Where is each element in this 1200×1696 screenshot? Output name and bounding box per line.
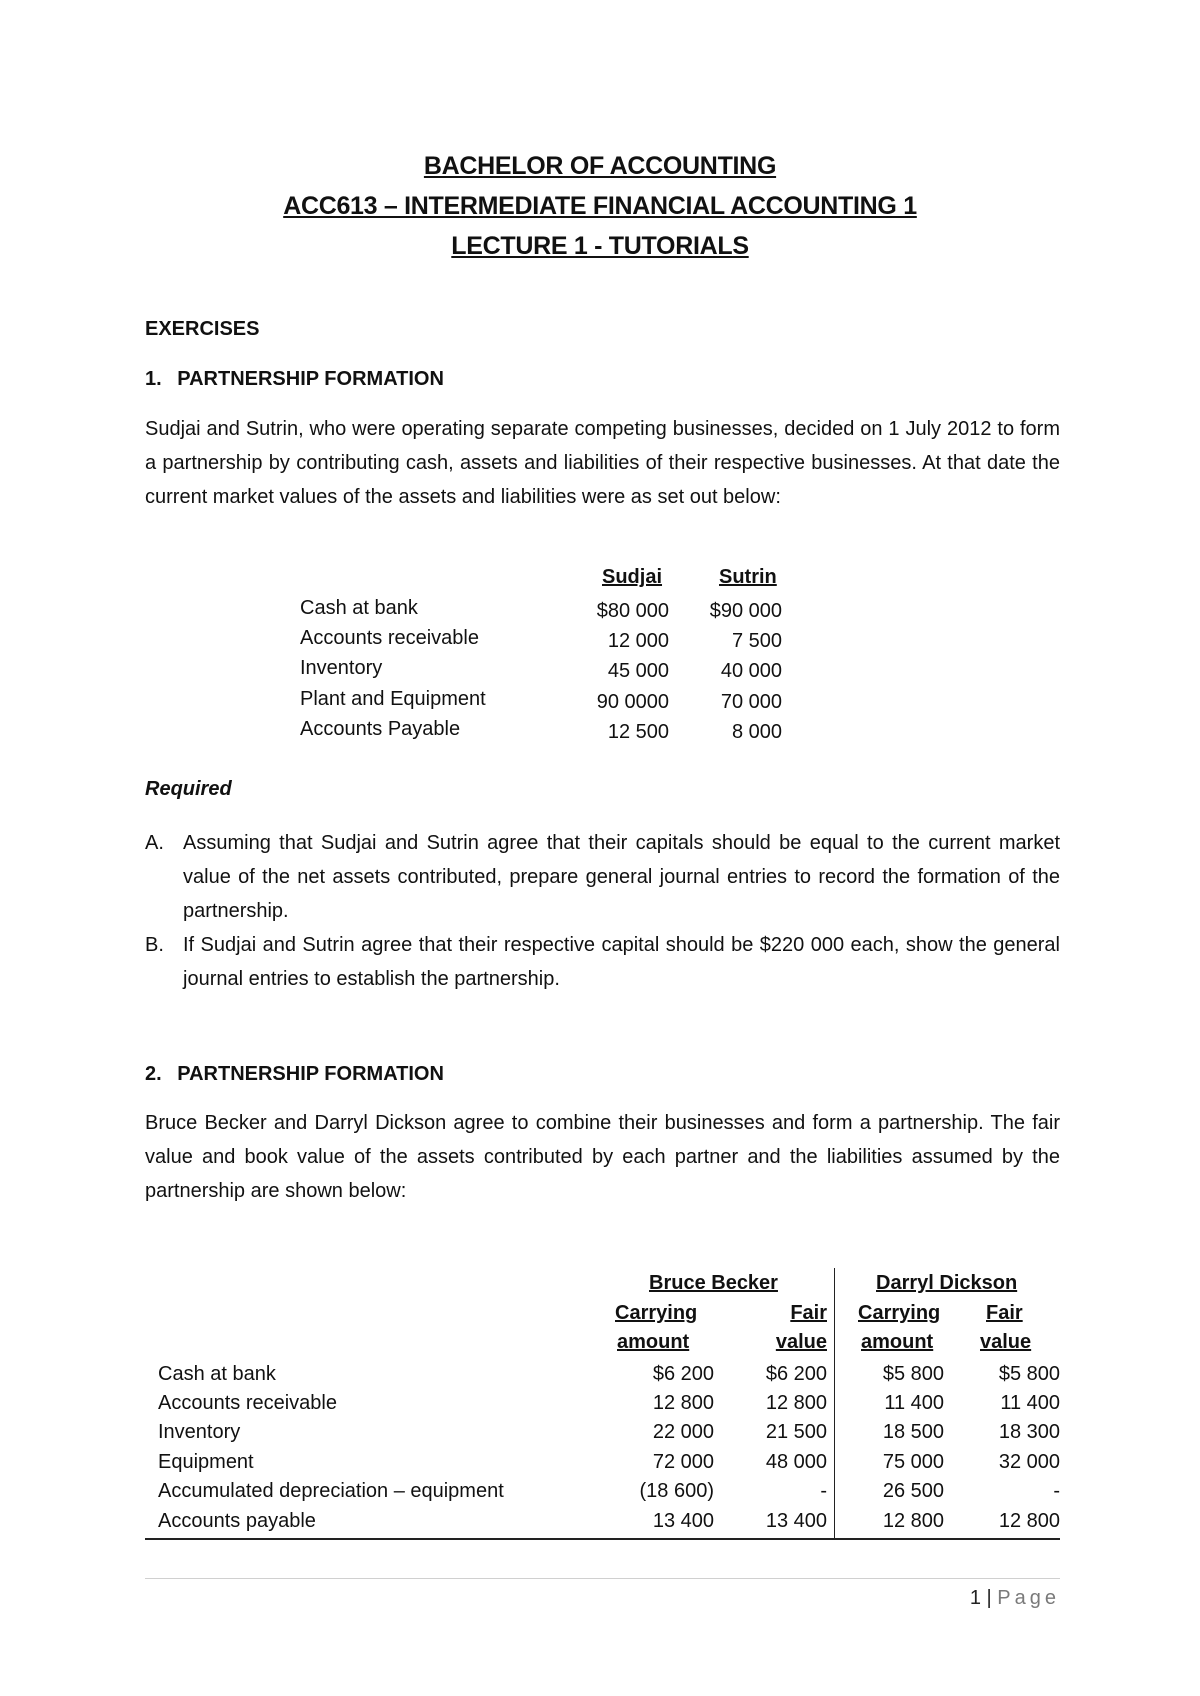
dickson-fair: 32 000: [998, 1451, 1060, 1473]
requirement-a: [145, 826, 1060, 928]
table-bottom-rule: [145, 1538, 1060, 1540]
q1-paragraph: Sudjai and Sutrin, who were operating separate competing businesses, decided on 1 July 2012 to form a partnership by contributing cash, assets and liabilities of their respective businesses. At that date the current market values of the assets and liabilities were as set out below:: [145, 418, 1060, 508]
dickson-carrying: 18 500: [882, 1421, 944, 1443]
becker-carrying: $6 200: [652, 1363, 714, 1385]
requirement-text: If Sudjai and Sutrin agree that their respective capital should be $220 000 each, show the general journal entries to establish the partnership.: [183, 934, 1060, 990]
q2-heading: [145, 1063, 444, 1086]
page-number: 1: [969, 1587, 981, 1609]
row-label: Accounts receivable: [158, 1392, 337, 1414]
becker-fair: -: [820, 1480, 827, 1502]
row-label: Cash at bank: [158, 1363, 276, 1385]
row-label: Inventory: [300, 657, 383, 679]
requirement-marker: B.: [145, 934, 164, 956]
partner-header-dickson: Darryl Dickson: [876, 1272, 1018, 1294]
q2-paragraph: Bruce Becker and Darryl Dickson agree to combine their businesses and form a partnership. The fair value and book value of the assets contributed by each partner and the liabilities assumed by the partnership are shown below:: [145, 1112, 1060, 1202]
subheader-dickson-fair-2: value: [980, 1331, 1032, 1353]
row-label: Plant and Equipment: [300, 688, 486, 710]
sutrin-value: 40 000: [720, 660, 782, 682]
sudjai-value: 12 000: [607, 630, 669, 652]
dickson-carrying: 26 500: [882, 1480, 944, 1502]
subheader-becker-carrying-1: Carrying: [615, 1302, 698, 1324]
row-label: Inventory: [158, 1421, 241, 1443]
course-title: ACC613 – INTERMEDIATE FINANCIAL ACCOUNTING 1: [283, 192, 917, 220]
subheader-becker-fair-1: Fair: [790, 1302, 827, 1324]
becker-carrying: 72 000: [652, 1451, 714, 1473]
subheader-dickson-carrying-1: Carrying: [858, 1302, 941, 1324]
becker-carrying: 12 800: [652, 1392, 714, 1414]
dickson-carrying: 12 800: [882, 1510, 944, 1532]
requirement-text: Assuming that Sudjai and Sutrin agree that their capitals should be equal to the current market value of the net assets contributed, prepare general journal entries to record the formation of the partnership.: [183, 832, 1060, 922]
sudjai-value: 12 500: [607, 721, 669, 743]
q1-title: PARTNERSHIP FORMATION: [177, 368, 444, 390]
dickson-fair: $5 800: [998, 1363, 1060, 1385]
page-footer: [970, 1587, 1060, 1610]
becker-carrying: (18 600): [639, 1480, 714, 1502]
subheader-dickson-fair-1: Fair: [986, 1302, 1023, 1324]
dickson-carrying: 75 000: [882, 1451, 944, 1473]
becker-fair: 21 500: [765, 1421, 827, 1443]
sutrin-value: 8 000: [731, 721, 782, 743]
row-label: Accumulated depreciation – equipment: [158, 1480, 504, 1502]
dickson-fair: -: [1053, 1480, 1060, 1502]
exercises-heading: EXERCISES: [145, 318, 260, 340]
q1-number: 1.: [145, 368, 162, 390]
program-title: BACHELOR OF ACCOUNTING: [423, 152, 777, 180]
row-label: Equipment: [158, 1451, 254, 1473]
footer-rule: [145, 1578, 1060, 1579]
becker-fair: 48 000: [765, 1451, 827, 1473]
dickson-fair: 11 400: [1000, 1392, 1060, 1414]
sutrin-value: $90 000: [709, 600, 782, 622]
requirement-marker: A.: [145, 832, 164, 854]
becker-fair: $6 200: [765, 1363, 827, 1385]
sutrin-value: 70 000: [720, 691, 782, 713]
row-label: Accounts payable: [158, 1510, 316, 1532]
sudjai-value: $80 000: [596, 600, 669, 622]
becker-carrying: 13 400: [652, 1510, 714, 1532]
required-label: Required: [145, 778, 232, 800]
lecture-title: LECTURE 1 - TUTORIALS: [451, 232, 749, 260]
dickson-carrying: 11 400: [884, 1392, 944, 1414]
partner-divider: [834, 1268, 835, 1538]
q1-col-header-sudjai: Sudjai: [602, 566, 663, 588]
subheader-becker-fair-2: value: [775, 1331, 827, 1353]
q2-number: 2.: [145, 1063, 162, 1085]
becker-carrying: 22 000: [652, 1421, 714, 1443]
sutrin-value: 7 500: [731, 630, 782, 652]
partner-header-becker: Bruce Becker: [649, 1272, 778, 1294]
becker-fair: 12 800: [765, 1392, 827, 1414]
row-label: Accounts receivable: [300, 627, 479, 649]
sudjai-value: 90 0000: [596, 691, 669, 713]
q1-col-header-sutrin: Sutrin: [719, 566, 777, 588]
dickson-fair: 18 300: [998, 1421, 1060, 1443]
q2-title: PARTNERSHIP FORMATION: [177, 1063, 444, 1085]
dickson-carrying: $5 800: [882, 1363, 944, 1385]
dickson-fair: 12 800: [998, 1510, 1060, 1532]
row-label: Cash at bank: [300, 597, 418, 619]
becker-fair: 13 400: [765, 1510, 827, 1532]
requirement-b: [145, 928, 1060, 996]
subheader-dickson-carrying-2: amount: [861, 1331, 934, 1353]
sudjai-value: 45 000: [607, 660, 669, 682]
subheader-becker-carrying-2: amount: [617, 1331, 690, 1353]
row-label: Accounts Payable: [300, 718, 461, 740]
q1-heading: [145, 368, 444, 391]
footer-separator: |: [986, 1587, 992, 1609]
page-label: Page: [997, 1587, 1060, 1609]
